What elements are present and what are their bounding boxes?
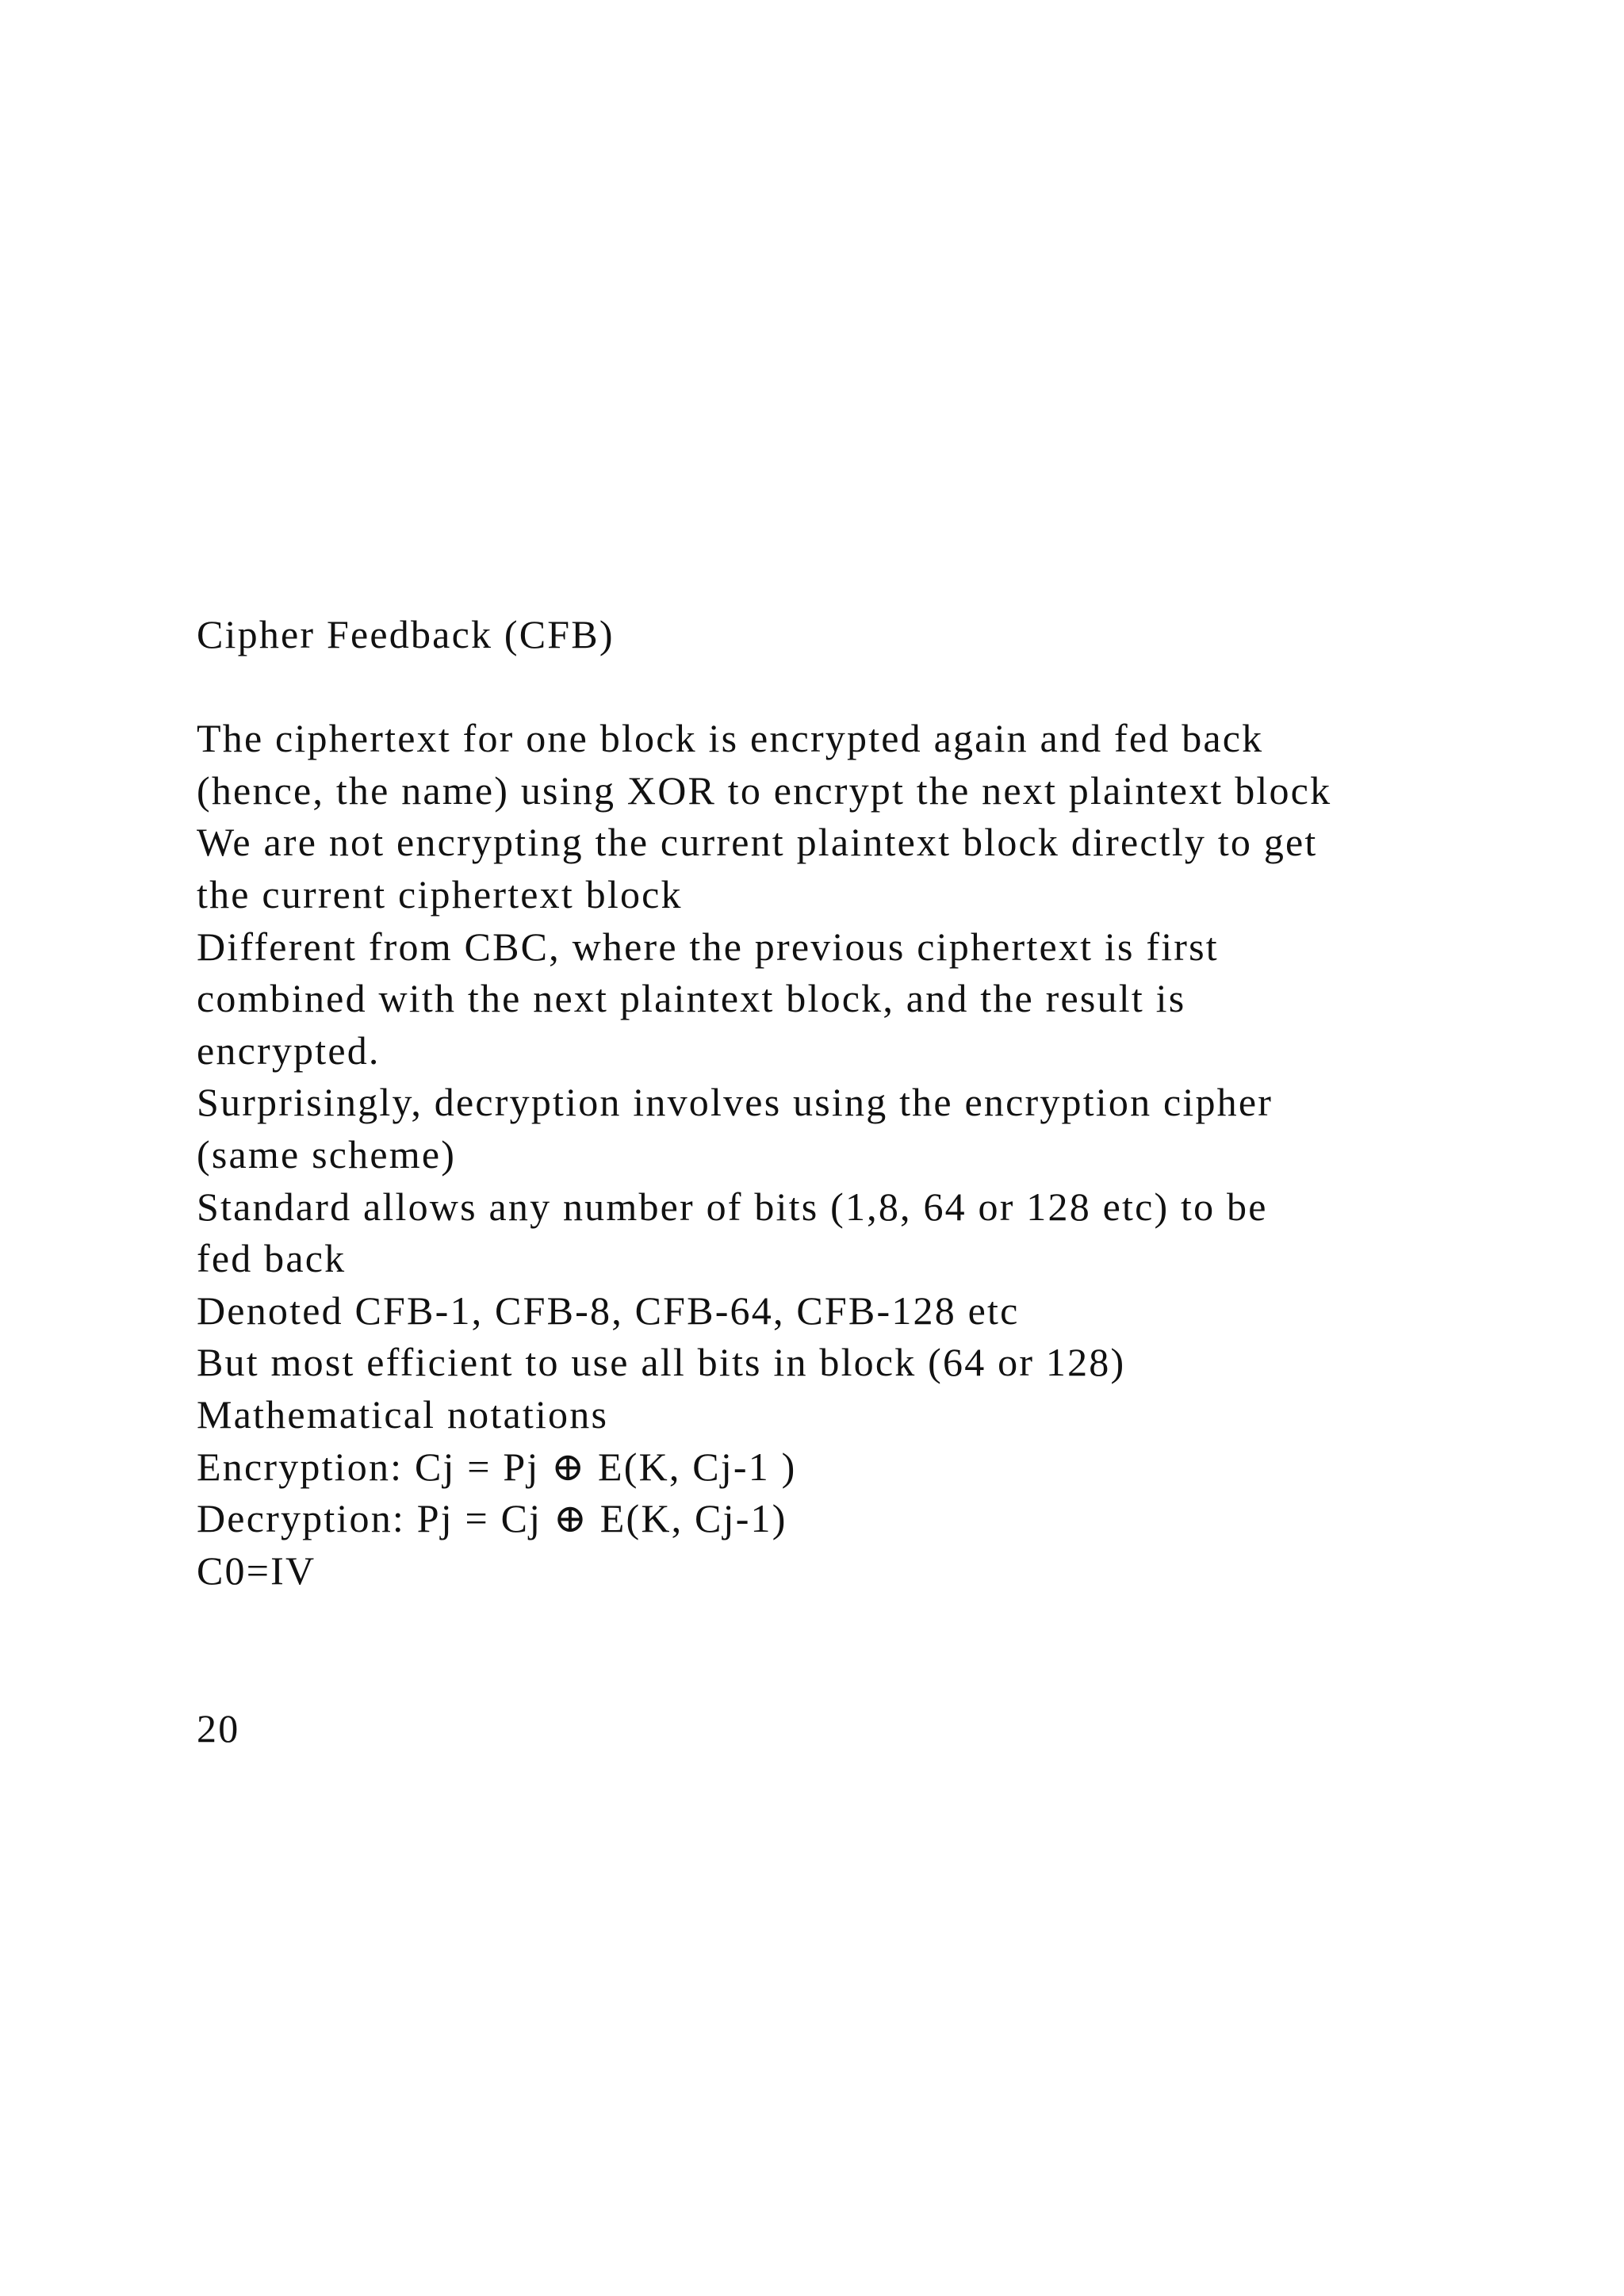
body-line: (hence, the name) using XOR to encrypt the next plaintext block <box>197 767 1332 813</box>
initial-vector-formula: C0=IV <box>197 1548 316 1593</box>
document-body <box>197 609 1529 1597</box>
body-line: the current ciphertext block <box>197 871 683 916</box>
body-line: fed back <box>197 1236 347 1281</box>
decryption-formula: Decryption: Pj = Cj ⊕ E(K, Cj-1) <box>197 1496 787 1541</box>
document-title: Cipher Feedback (CFB) <box>197 612 615 656</box>
body-line: Standard allows any number of bits (1,8, 64 or 128 etc) to be <box>197 1184 1268 1229</box>
page-number: 20 <box>197 1706 240 1751</box>
body-line: combined with the next plaintext block, and the result is <box>197 976 1186 1021</box>
body-line: Denoted CFB-1, CFB-8, CFB-64, CFB-128 etc <box>197 1288 1020 1333</box>
body-line: But most efficient to use all bits in block (64 or 128) <box>197 1340 1126 1385</box>
body-line: Surprisingly, decryption involves using the encryption cipher <box>197 1080 1274 1125</box>
body-line: We are not encrypting the current plaintext block directly to get <box>197 820 1318 865</box>
body-line: encrypted. <box>197 1027 381 1073</box>
body-line: Different from CBC, where the previous ciphertext is first <box>197 924 1219 969</box>
body-line: The ciphertext for one block is encrypted again and fed back <box>197 716 1264 761</box>
blank-line <box>197 661 1529 714</box>
body-line: Mathematical notations <box>197 1391 609 1437</box>
encryption-formula: Encryption: Cj = Pj ⊕ E(K, Cj-1 ) <box>197 1444 797 1489</box>
body-line: (same scheme) <box>197 1131 457 1177</box>
